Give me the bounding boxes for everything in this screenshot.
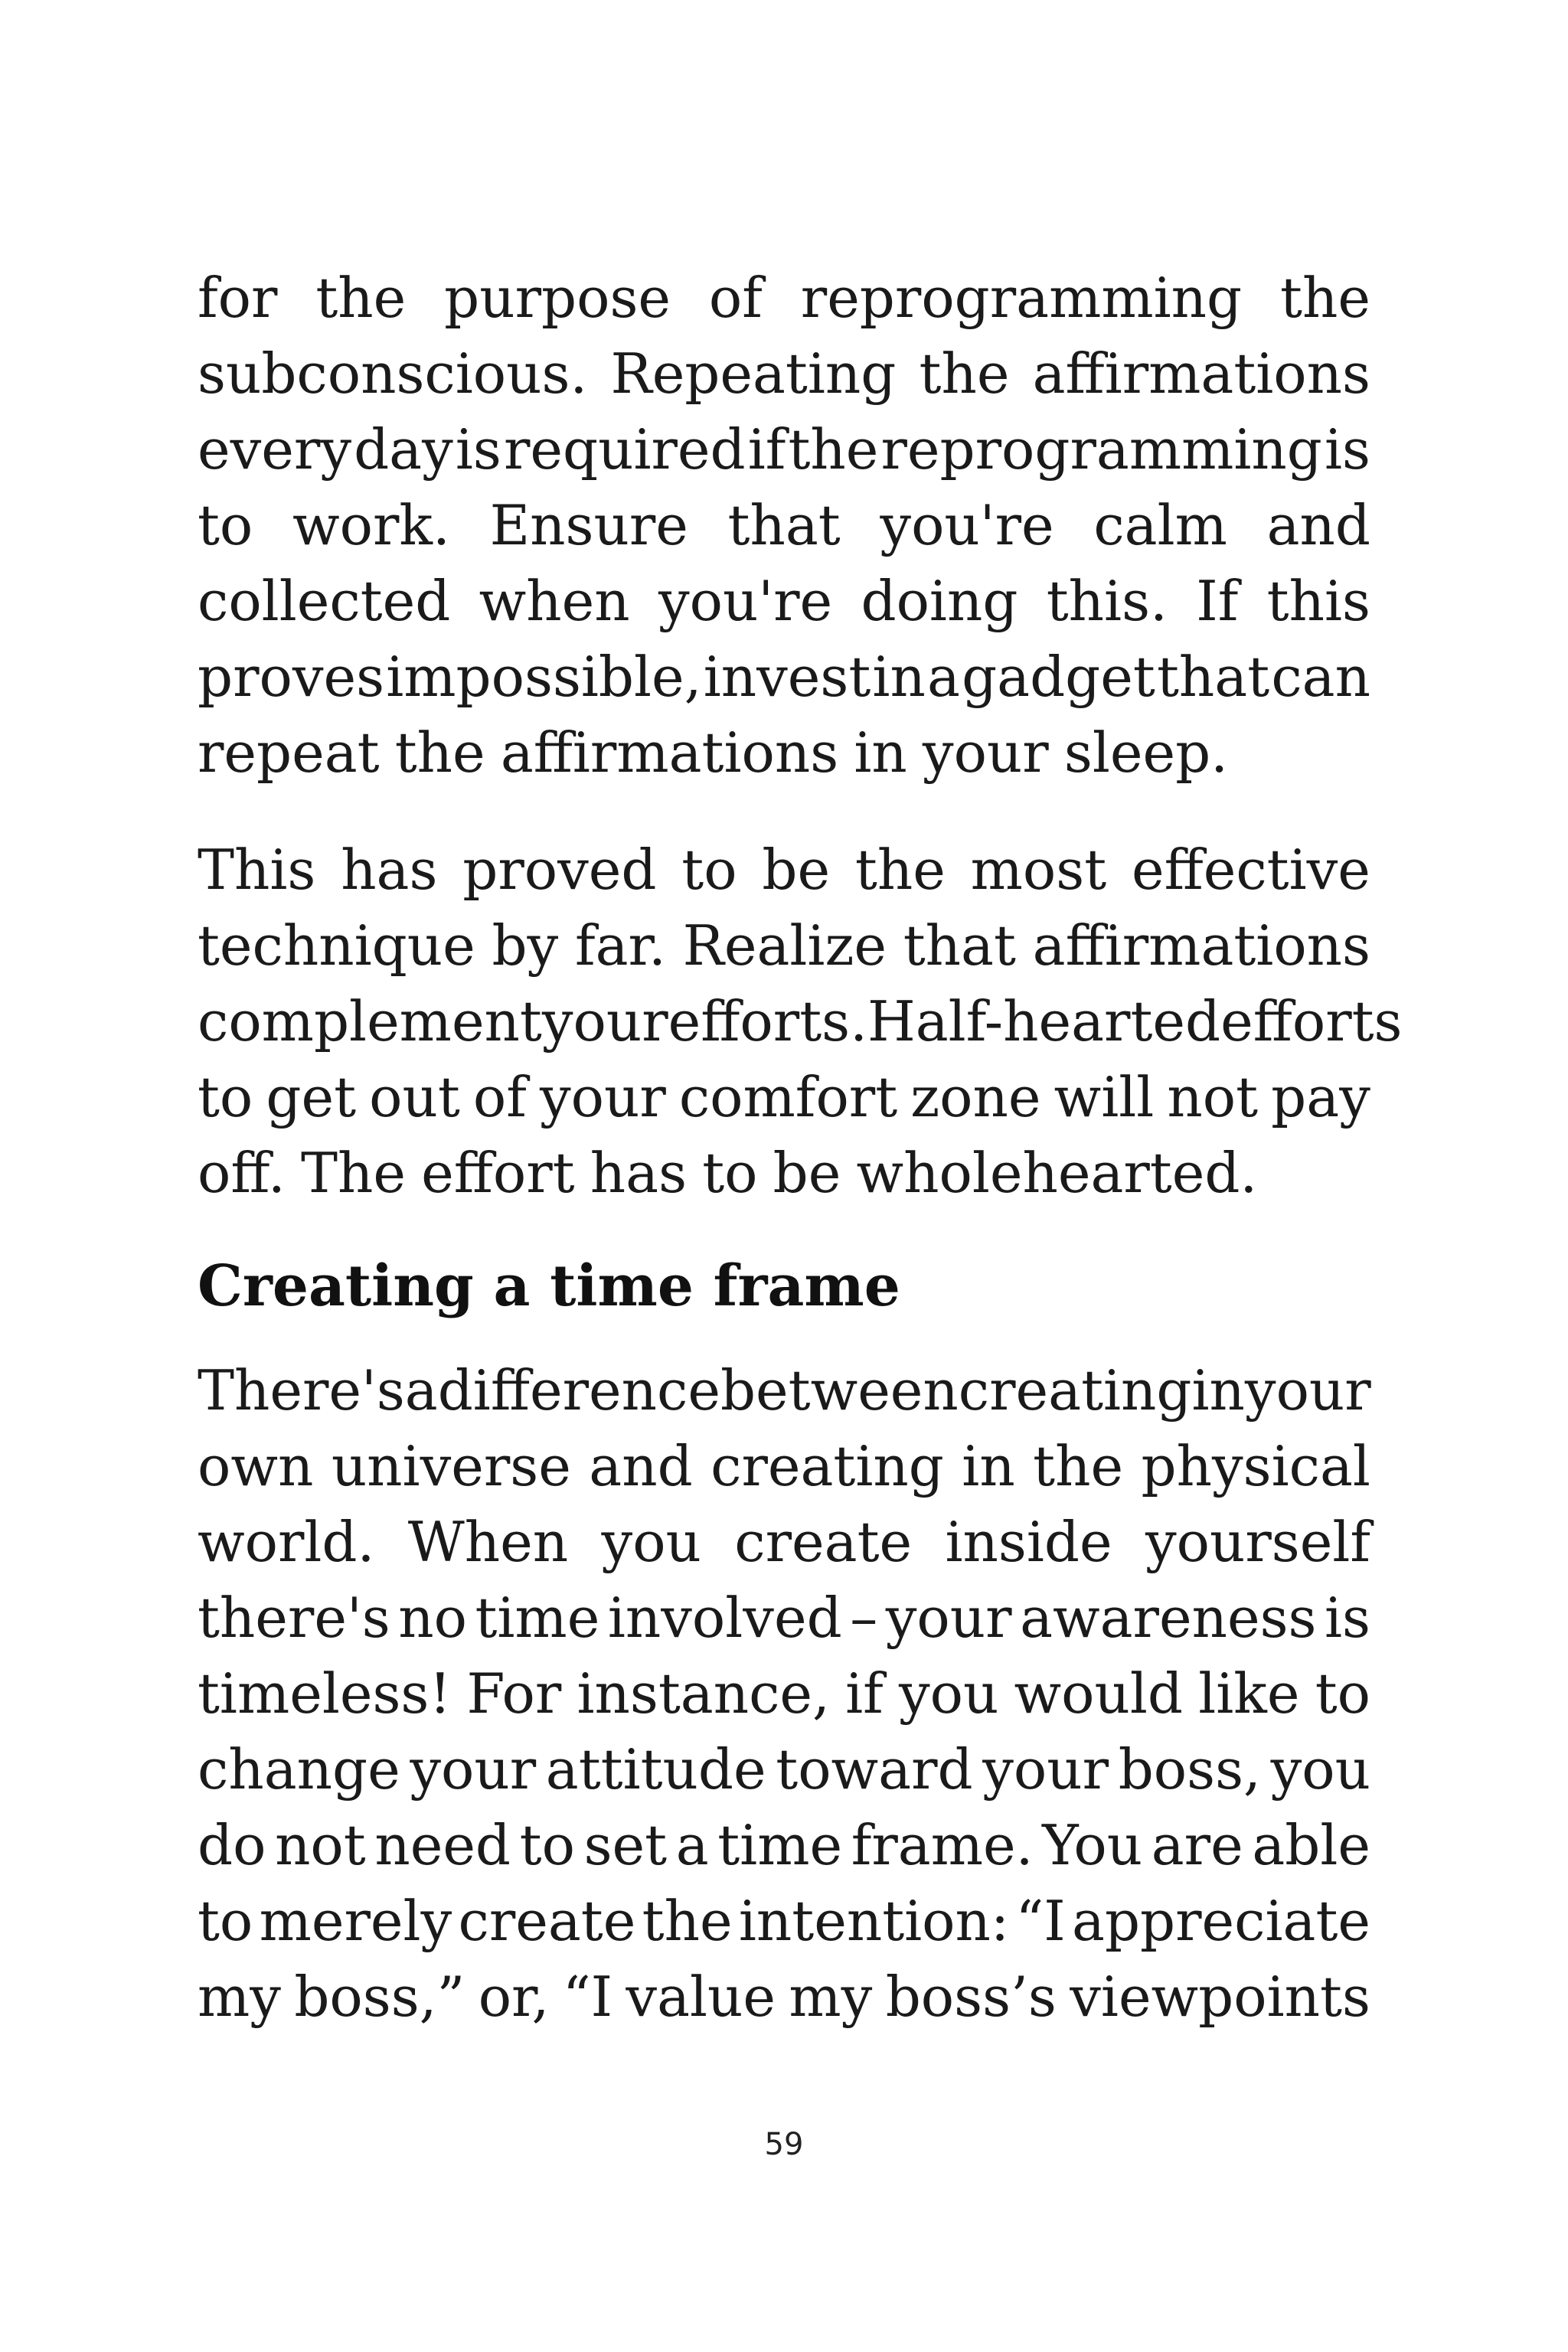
word: to bbox=[1315, 1661, 1370, 1726]
word: creating bbox=[958, 1358, 1192, 1423]
word: value bbox=[626, 1965, 776, 2029]
word: world. bbox=[198, 1510, 375, 1574]
word: create bbox=[458, 1889, 636, 1953]
text-line bbox=[198, 564, 1370, 639]
word: are bbox=[1151, 1813, 1243, 1877]
word: to bbox=[198, 1889, 253, 1953]
word: proved bbox=[462, 838, 657, 902]
word: The bbox=[300, 1141, 406, 1205]
text-line bbox=[198, 1580, 1370, 1656]
word: collected bbox=[198, 569, 451, 633]
word: your bbox=[1244, 1358, 1371, 1423]
word: not bbox=[275, 1813, 366, 1877]
paragraph-2 bbox=[198, 832, 1403, 1211]
word: day bbox=[354, 417, 453, 482]
word: to bbox=[519, 1813, 575, 1877]
word: to bbox=[198, 1065, 253, 1129]
word: boss’s bbox=[885, 1965, 1057, 2029]
word: the bbox=[394, 720, 485, 785]
word: set bbox=[583, 1813, 668, 1877]
word: would bbox=[1014, 1661, 1184, 1726]
word: awareness bbox=[1020, 1586, 1317, 1650]
word: that bbox=[727, 493, 841, 557]
text-line bbox=[198, 336, 1370, 412]
word: proves bbox=[198, 645, 385, 709]
word: affirmations bbox=[1032, 341, 1370, 406]
text-line bbox=[198, 1959, 1370, 2035]
word: to bbox=[198, 493, 253, 557]
text-line bbox=[198, 1429, 1370, 1504]
word: your bbox=[410, 1737, 537, 1802]
word: universe bbox=[331, 1434, 571, 1498]
word: has bbox=[590, 1141, 688, 1205]
word: toward bbox=[776, 1737, 973, 1802]
word: attitude bbox=[545, 1737, 766, 1802]
word: boss,” bbox=[294, 1965, 466, 2029]
word: required bbox=[503, 417, 746, 482]
paragraph-1 bbox=[198, 260, 1370, 791]
word: subconscious. bbox=[198, 341, 588, 406]
word: this bbox=[1266, 569, 1370, 633]
word: far. bbox=[574, 913, 666, 978]
word: this. bbox=[1046, 569, 1168, 633]
word: in bbox=[1191, 1358, 1245, 1423]
word: my bbox=[198, 1965, 281, 2029]
word: appreciate bbox=[1072, 1889, 1370, 1953]
word: in bbox=[854, 720, 907, 785]
word: zone bbox=[910, 1065, 1041, 1129]
word: If bbox=[1196, 569, 1239, 633]
word: is bbox=[455, 417, 501, 482]
word: your bbox=[922, 720, 1049, 785]
text-line bbox=[198, 639, 1370, 715]
word: Repeating bbox=[610, 341, 897, 406]
word: affirmations bbox=[1032, 913, 1370, 978]
text-line bbox=[198, 1808, 1370, 1883]
word: for bbox=[198, 266, 278, 330]
word: that bbox=[903, 913, 1016, 978]
text-line bbox=[198, 1656, 1370, 1732]
word: viewpoints bbox=[1070, 1965, 1370, 2029]
word: no bbox=[398, 1586, 467, 1650]
word: doing bbox=[861, 569, 1018, 633]
word: Realize bbox=[682, 913, 887, 978]
word: frame. bbox=[851, 1813, 1034, 1877]
text-line bbox=[198, 412, 1370, 488]
word: out bbox=[369, 1065, 460, 1129]
text-line bbox=[198, 1353, 1370, 1429]
word: can bbox=[1271, 645, 1370, 709]
word: is bbox=[1324, 417, 1370, 482]
word: invest bbox=[703, 645, 871, 709]
word: most bbox=[970, 838, 1107, 902]
word: of bbox=[472, 1065, 527, 1129]
word: intention: bbox=[738, 1889, 1010, 1953]
word: inside bbox=[945, 1510, 1112, 1574]
word: get bbox=[266, 1065, 357, 1129]
word: able bbox=[1252, 1813, 1370, 1877]
word: need bbox=[374, 1813, 511, 1877]
word: sleep. bbox=[1063, 720, 1229, 785]
word: reprogramming bbox=[880, 417, 1322, 482]
word: off. bbox=[198, 1141, 286, 1205]
word: effective bbox=[1131, 838, 1370, 902]
word: you bbox=[601, 1510, 701, 1574]
word: there's bbox=[198, 1586, 390, 1650]
word: do bbox=[198, 1813, 266, 1877]
word: is bbox=[1325, 1586, 1370, 1650]
word: will bbox=[1054, 1065, 1155, 1129]
word: There's bbox=[198, 1358, 405, 1423]
word: your bbox=[885, 1586, 1012, 1650]
word: physical bbox=[1141, 1434, 1370, 1498]
word: pay bbox=[1271, 1065, 1370, 1129]
word: my bbox=[789, 1965, 873, 2029]
word: you're bbox=[880, 493, 1054, 557]
word: effort bbox=[421, 1141, 575, 1205]
word: that bbox=[1156, 645, 1270, 709]
word: a bbox=[926, 645, 960, 709]
word: be bbox=[762, 838, 831, 902]
book-page bbox=[198, 0, 1403, 2352]
word: For bbox=[466, 1661, 562, 1726]
word: difference bbox=[437, 1358, 720, 1423]
word: or, bbox=[478, 1965, 550, 2029]
word: creating bbox=[710, 1434, 944, 1498]
word: and bbox=[1266, 493, 1370, 557]
word: if bbox=[747, 417, 786, 482]
word: your bbox=[541, 989, 668, 1054]
word: own bbox=[198, 1434, 314, 1498]
text-line bbox=[198, 488, 1370, 564]
word: efforts. bbox=[668, 989, 867, 1054]
word: gadget bbox=[962, 645, 1155, 709]
word: merely bbox=[259, 1889, 452, 1953]
text-line bbox=[198, 1504, 1370, 1580]
word: wholehearted. bbox=[856, 1141, 1258, 1205]
word: time bbox=[717, 1813, 843, 1877]
word: repeat bbox=[198, 720, 380, 785]
word: work. bbox=[292, 493, 450, 557]
word: boss, bbox=[1118, 1737, 1261, 1802]
word: comfort bbox=[678, 1065, 898, 1129]
text-line bbox=[198, 908, 1370, 984]
text-line bbox=[198, 1135, 1370, 1211]
text-line bbox=[198, 715, 1370, 791]
word: between bbox=[720, 1358, 959, 1423]
word: complement bbox=[198, 989, 542, 1054]
word: Ensure bbox=[489, 493, 688, 557]
paragraph-3 bbox=[198, 1353, 1370, 2035]
text-line bbox=[198, 984, 1403, 1060]
word: the bbox=[854, 838, 946, 902]
word: impossible, bbox=[386, 645, 702, 709]
word: instance, bbox=[577, 1661, 830, 1726]
word: every bbox=[198, 417, 351, 482]
word: involved bbox=[607, 1586, 842, 1650]
word: change bbox=[198, 1737, 400, 1802]
word: your bbox=[539, 1065, 666, 1129]
word: if bbox=[845, 1661, 884, 1726]
text-line bbox=[198, 1060, 1370, 1135]
word: yourself bbox=[1145, 1510, 1370, 1574]
word: a bbox=[675, 1813, 709, 1877]
word: affirmations bbox=[500, 720, 839, 785]
page-number: 59 bbox=[764, 2127, 804, 2162]
word: by bbox=[492, 913, 559, 978]
word: the bbox=[919, 341, 1010, 406]
word: Half-hearted bbox=[867, 989, 1221, 1054]
word: the bbox=[788, 417, 879, 482]
word: When bbox=[407, 1510, 569, 1574]
word: purpose bbox=[444, 266, 671, 330]
text-line bbox=[198, 260, 1370, 336]
word: and bbox=[589, 1434, 693, 1498]
word: reprogramming bbox=[800, 266, 1243, 330]
word: has bbox=[341, 838, 438, 902]
word: your bbox=[982, 1737, 1109, 1802]
word: to bbox=[702, 1141, 758, 1205]
word: – bbox=[850, 1586, 878, 1650]
section-heading: Creating a time frame bbox=[198, 1253, 900, 1319]
word: not bbox=[1167, 1065, 1259, 1129]
word: timeless! bbox=[198, 1661, 452, 1726]
word: of bbox=[708, 266, 763, 330]
word: create bbox=[734, 1510, 913, 1574]
word: you're bbox=[658, 569, 833, 633]
text-line bbox=[198, 1732, 1370, 1808]
word: efforts bbox=[1220, 989, 1403, 1054]
word: you bbox=[1270, 1737, 1370, 1802]
word: the bbox=[642, 1889, 733, 1953]
word: time bbox=[475, 1586, 600, 1650]
word: technique bbox=[198, 913, 475, 978]
word: to bbox=[681, 838, 737, 902]
word: when bbox=[479, 569, 630, 633]
word: you bbox=[898, 1661, 999, 1726]
word: “I bbox=[1015, 1889, 1066, 1953]
word: You bbox=[1042, 1813, 1143, 1877]
word: in bbox=[962, 1434, 1015, 1498]
text-line bbox=[198, 1883, 1370, 1959]
word: the bbox=[1033, 1434, 1124, 1498]
word: calm bbox=[1093, 493, 1227, 557]
text-line bbox=[198, 832, 1370, 908]
word: be bbox=[773, 1141, 841, 1205]
word: in bbox=[872, 645, 926, 709]
word: This bbox=[198, 838, 316, 902]
word: “I bbox=[562, 1965, 613, 2029]
word: a bbox=[404, 1358, 438, 1423]
word: the bbox=[315, 266, 407, 330]
word: the bbox=[1280, 266, 1370, 330]
word: like bbox=[1198, 1661, 1300, 1726]
